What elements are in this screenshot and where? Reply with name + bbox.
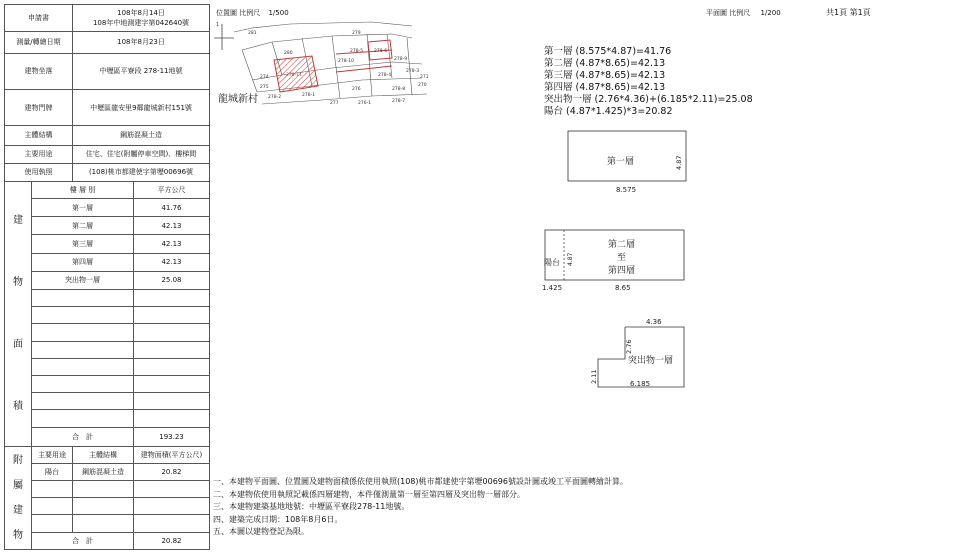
annex-total-label: 合 計 xyxy=(32,532,134,549)
north-arrow-icon xyxy=(214,22,234,50)
note-line: 三、本建物建築基地地號：中壢區平寮段278-11地號。 xyxy=(213,502,410,511)
annex-use: 陽台 xyxy=(32,463,73,480)
lot-label: 278-1 xyxy=(302,93,316,98)
table-row xyxy=(5,375,210,392)
floor-plans xyxy=(538,126,718,396)
lot-label: 276-1 xyxy=(358,101,372,106)
table-row xyxy=(5,235,210,253)
location-map xyxy=(212,20,442,115)
area-side-char: 面 xyxy=(13,338,23,350)
table-row xyxy=(5,481,210,498)
area-total-value: 193.23 xyxy=(134,427,210,446)
plan-scale: 1/200 xyxy=(760,9,781,17)
lot-label: 278-3 xyxy=(406,69,420,74)
plan2-label-line3: 第四層 xyxy=(608,266,636,276)
plan-scale-label: 比例尺 xyxy=(729,9,751,17)
building-site-label: 建物坐落 xyxy=(5,53,73,89)
table-row xyxy=(5,253,210,271)
survey-date-label: 測量/轉繪日期 xyxy=(5,32,73,53)
plan2-balcony-width: 1.425 xyxy=(542,284,563,292)
north-mark: 1 xyxy=(216,22,220,28)
floor-name: 突出物一層 xyxy=(32,271,134,289)
annex-side-char: 附 xyxy=(13,454,23,466)
notes-section xyxy=(213,476,628,539)
lot-label: 279 xyxy=(352,31,361,36)
plan1-width: 8.575 xyxy=(616,186,637,194)
annex-side-char: 屬 xyxy=(13,479,23,491)
license-value: (108)桃市都建使字第壢00696號 xyxy=(73,163,210,181)
area-calculations xyxy=(544,46,753,118)
lot-label: 281 xyxy=(248,31,257,36)
location-map-scale-label: 比例尺 xyxy=(239,9,261,17)
calc-line: 第一層 (8.575*4.87)=41.76 xyxy=(544,46,672,57)
floor-area: 42.13 xyxy=(134,217,210,235)
door-number-label: 建物門牌 xyxy=(5,89,73,125)
floor-area: 41.76 xyxy=(134,199,210,217)
lot-label: 278-6 xyxy=(374,49,388,54)
annex-side-char: 物 xyxy=(13,529,23,541)
license-label: 使用執照 xyxy=(5,163,73,181)
floor-area: 42.13 xyxy=(134,253,210,271)
location-map-scale: 1/500 xyxy=(268,9,289,17)
plan2-width: 8.65 xyxy=(615,284,631,292)
plan2-balcony-height: 4.87 xyxy=(567,252,574,266)
table-row xyxy=(5,463,210,480)
application-date: 108年8月14日 xyxy=(117,9,165,18)
area-total-label: 合 計 xyxy=(32,427,134,446)
area-side-label xyxy=(5,181,32,446)
floor-name: 第四層 xyxy=(32,253,134,271)
plan-header xyxy=(706,8,781,18)
plan1-label: 第一層 xyxy=(607,157,635,167)
plan3-upper-height: 2.76 xyxy=(625,339,633,354)
page-indicator: 共1頁 第1頁 xyxy=(826,8,871,17)
location-map-title: 位置圖 xyxy=(216,9,237,17)
plan1-outline xyxy=(568,131,686,181)
area-col-floor: 樓 層 別 xyxy=(32,181,134,198)
table-row xyxy=(5,358,210,375)
location-map-header xyxy=(216,8,289,18)
note-line: 四、建築完成日期：108年8月6日。 xyxy=(213,514,343,524)
annex-col-structure: 主體結構 xyxy=(73,446,134,463)
structure-label: 主體結構 xyxy=(5,126,73,145)
building-info-table xyxy=(4,4,210,550)
area-side-char: 建 xyxy=(13,214,23,226)
table-row xyxy=(5,199,210,217)
applicant-label: 申請書 xyxy=(5,5,73,32)
calc-line: 第三層 (4.87*8.65)=42.13 xyxy=(544,70,666,81)
table-row xyxy=(5,290,210,307)
floor-name: 第二層 xyxy=(32,217,134,235)
lot-label: 275 xyxy=(260,85,269,90)
annex-side-char: 建 xyxy=(13,504,23,516)
table-row xyxy=(5,307,210,324)
plan-title: 平面圖 xyxy=(706,9,727,17)
table-row xyxy=(5,515,210,532)
plan2-label-line2: 至 xyxy=(617,253,627,263)
annex-col-area: 建物面積(平方公尺) xyxy=(134,446,210,463)
calc-line: 第四層 (4.87*8.65)=42.13 xyxy=(544,82,666,93)
lot-label: 278-5 xyxy=(350,49,364,54)
calc-line: 第二層 (4.87*8.65)=42.13 xyxy=(544,58,666,69)
lot-label: 274 xyxy=(260,75,269,80)
lot-label: 278-7 xyxy=(392,99,406,104)
lot-label: 276 xyxy=(352,87,361,92)
plan2-balcony-label: 陽台 xyxy=(544,258,560,267)
structure-value: 鋼筋混凝土造 xyxy=(73,126,210,145)
annex-side-label xyxy=(5,446,32,549)
main-use-label: 主要用途 xyxy=(5,145,73,163)
table-row xyxy=(5,410,210,427)
table-row xyxy=(5,217,210,235)
lot-label: 270 xyxy=(418,83,427,88)
building-site-value: 中壢區平寮段 278-11地號 xyxy=(73,53,210,89)
plan3-label: 突出物一層 xyxy=(628,356,674,366)
table-row xyxy=(5,341,210,358)
floor-name: 第三層 xyxy=(32,235,134,253)
calc-line: 突出物一層 (2.76*4.36)+(6.185*2.11)=25.08 xyxy=(544,94,753,105)
plan2-label-line1: 第二層 xyxy=(608,240,636,250)
main-use-value: 住宅、住宅(附屬停車空間)、樓梯間 xyxy=(73,145,210,163)
lot-label: 277 xyxy=(330,101,339,106)
calc-line: 陽台 (4.87*1.425)*3=20.82 xyxy=(544,106,673,117)
area-side-char: 物 xyxy=(13,276,23,288)
floor-area: 42.13 xyxy=(134,235,210,253)
application-info xyxy=(73,5,210,32)
annex-col-use: 主要用途 xyxy=(32,446,73,463)
note-line: 二、本建物依使用執照記載係四層建物，本件僅測量第一層至第四層及突出物一層部分。 xyxy=(213,489,525,499)
lot-label: 280 xyxy=(284,51,293,56)
note-line: 一、本建物平面圖、位置圖及建物面積係依使用執照(108)桃市都建使字第壢00696號設計圖或竣工平面圖轉繪計算。 xyxy=(213,477,628,486)
door-number-value: 中壢區龍安里9鄰龍城新村151號 xyxy=(73,89,210,125)
area-col-unit: 平方公尺 xyxy=(134,181,210,198)
plan3-top-width: 4.36 xyxy=(646,318,662,326)
lot-label: 278-4 xyxy=(378,73,392,78)
application-doc-number: 108年中地測建字第042640號 xyxy=(92,19,190,28)
plan1-height: 4.87 xyxy=(675,155,683,170)
table-row xyxy=(5,393,210,410)
floor-name: 第一層 xyxy=(32,199,134,217)
lot-label: 278-2 xyxy=(268,95,282,100)
survey-date-value: 108年8月23日 xyxy=(73,32,210,53)
lot-label: 271 xyxy=(420,75,429,80)
annex-area: 20.82 xyxy=(134,463,210,480)
lot-label: 278-9 xyxy=(394,57,408,62)
note-line: 五、本圖以建物登記為限。 xyxy=(213,527,309,536)
plan3-bottom-width: 6.185 xyxy=(630,380,651,388)
lot-label: 278-8 xyxy=(392,87,406,92)
place-name: 龍城新村 xyxy=(218,94,258,105)
lot-label: 278-10 xyxy=(338,59,354,64)
floor-area: 25.08 xyxy=(134,271,210,289)
annex-total-value: 20.82 xyxy=(134,532,210,549)
lot-label: 278-11 xyxy=(286,73,302,78)
table-row xyxy=(5,271,210,289)
plan3-lower-height: 2.11 xyxy=(590,369,598,384)
annex-structure: 鋼筋混凝土造 xyxy=(73,463,134,480)
area-side-char: 積 xyxy=(13,400,23,412)
table-row xyxy=(5,324,210,341)
table-row xyxy=(5,498,210,515)
